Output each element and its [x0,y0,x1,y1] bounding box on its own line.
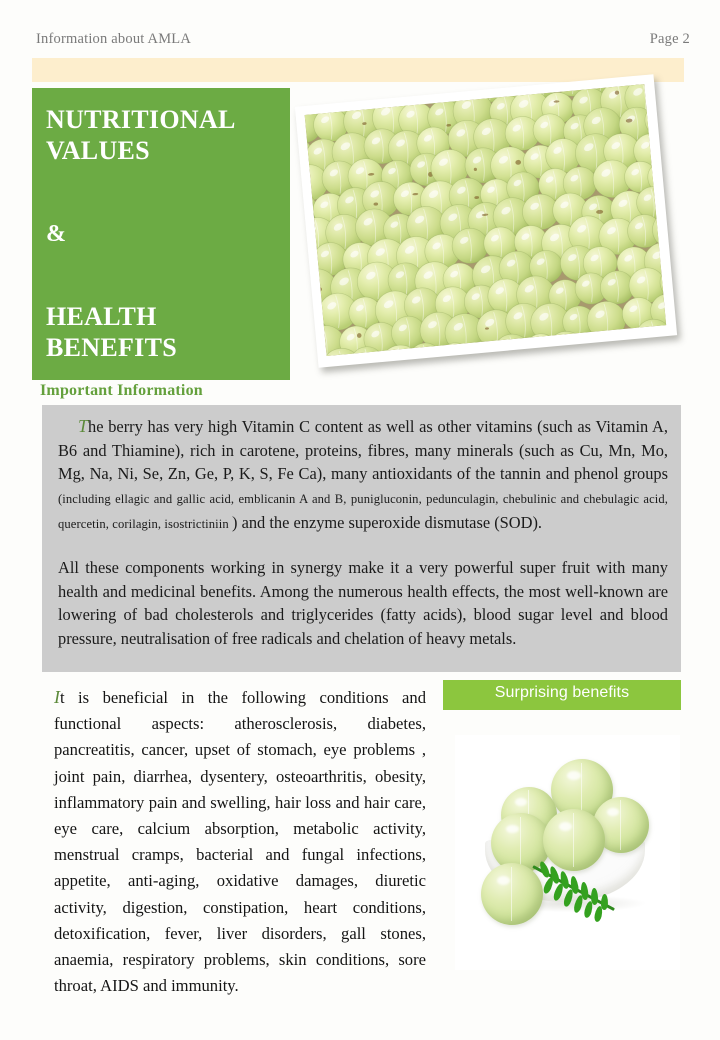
amla-highlight [506,825,519,833]
amla-highlight [567,771,581,780]
conditions-body-text: t is beneficial in the following conditions and functional aspects: atherosclerosis, diabetes, pancreatitis, cancer, upset of stomach, eye problems , joint pain, diarrhea, dysentery, osteoarthritis, obesity, inflammatory pain and swelling, hair loss and hair care, eye care, calcium absorption, metabolic activity, menstrual cramps, bacterial and fungal infections, appetite, anti-aging, oxidative damages, diuretic activity, digestion, constipation, heart conditions, detoxification, fever, liver disorders, gall stones, anaemia, respiratory problems, skin conditions, sore throat, AIDS and immunity. [54,688,426,996]
page-number: Page 2 [649,31,690,47]
amla-highlight [607,808,619,816]
top-photo-frame [296,76,688,396]
amla-highlight [559,822,572,831]
paragraph-initial-i: I [54,687,60,707]
amla-pile-photo-image [305,84,667,356]
surprising-benefits-banner [443,680,681,710]
title-ampersand: & [46,221,66,247]
conditions-paragraph [54,684,426,999]
amla-bowl-photo [455,735,680,970]
title-line-health: HEALTH [46,302,157,331]
conditions-list-column [54,684,426,999]
amla-pile-photo [295,74,677,368]
amla-highlight [497,876,510,885]
berry-pile-illustration [305,84,667,356]
title-line-values: VALUES [46,136,150,165]
title-line-benefits: BENEFITS [46,333,178,362]
amla-bowl-illustration [455,735,680,970]
paragraph-nutrition-tail: ) and the enzyme superoxide dismutase (SOD). [232,513,543,533]
title-line-nutritional: NUTRITIONAL [46,105,236,134]
nutritional-values-title-block [32,88,290,380]
paragraph-nutrition-main: he berry has very high Vitamin C content as well as other vitamins (such as Vitamin A, B6 and Thiamine), rich in carotene, proteins, fibres, many minerals (such as Cu, Mn, Mo, Mg, Na, Ni, Se, Zn, Ge, P, K, S, Fe Ca), many antioxidants of the tannin and phenol groups [58,417,668,484]
page-header [0,0,720,58]
amla-highlight [515,798,527,806]
amla-berry [543,809,605,871]
paragraph-nutrition-small-list: (including ellagic and gallic acid, emblicanin A and B, punigluconin, pedunculagin, chebulinic and chebulagic acid, quercetin, corilagin, isostrictiniin [58,491,668,532]
paragraph-synergy: All these components working in synergy make it a very powerful super fruit with many health and medicinal benefits. Among the numerous health effects, the most well-known are lowering of bad cholesterols and triglycerides (fatty acids), blood sugar level and blood pressure, neutralisation of free radicals and chelation of heavy metals. [58,557,668,648]
amla-berry [481,863,543,925]
surprising-benefits-label: Surprising benefits [494,684,630,701]
main-information-box [42,405,681,672]
paragraph-initial-t: T [78,416,89,436]
header-document-title: Information about AMLA [36,31,192,47]
important-information-label: Important Information [40,382,203,399]
paragraph-nutrition [58,415,668,537]
